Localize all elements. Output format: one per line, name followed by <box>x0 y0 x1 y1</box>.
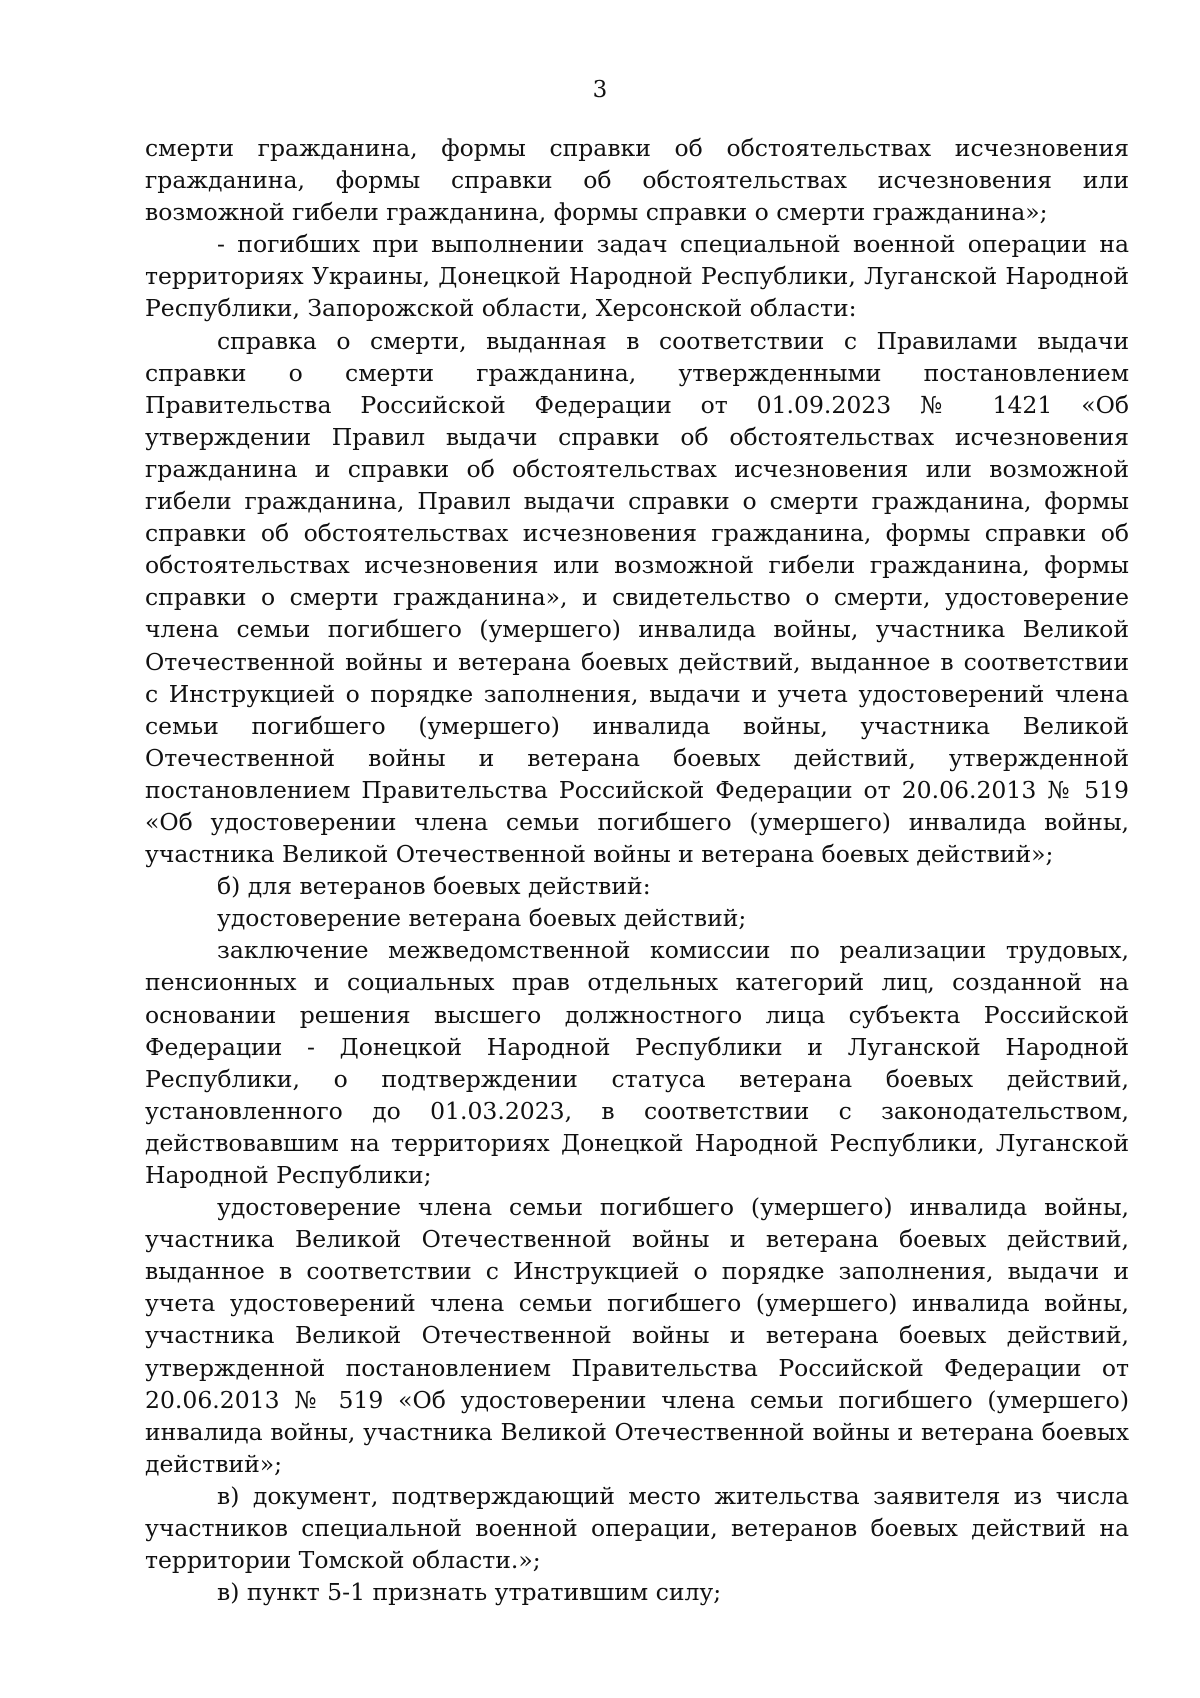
paragraph-veterans-heading: б) для ветеранов боевых действий: <box>217 872 651 901</box>
paragraph-svo-deceased: - погибших при выполнении задач специальной военной операции на территориях Украины, Донецкой Народной Республики, Луганской Народной Республики, Запорожской области, Херсонской области: <box>145 230 1129 323</box>
paragraph-veteran-certificate: удостоверение ветерана боевых действий; <box>217 904 747 933</box>
document-body <box>145 132 1129 1608</box>
paragraph-family-member-certificate: удостоверение члена семьи погибшего (умершего) инвалида войны, участника Великой Отечественной войны и ветерана боевых действий, выданное в соответствии с Инструкцией о порядке заполнения, выдачи и учета удостоверений члена семьи погибшего (умершего) инвалида войны, участника Великой Отечественной войны и ветерана боевых действий, утвержденной постановлением Правительства Российской Федерации от 20.06.2013 № 519 «Об удостоверении члена семьи погибшего (умершего) инвалида войны, участника Великой Отечественной войны и ветерана боевых действий»; <box>145 1193 1129 1478</box>
paragraph-residence-document: в) документ, подтверждающий место жительства заявителя из числа участников специальной военной операции, ветеранов боевых действий на территории Томской области.»; <box>145 1481 1129 1575</box>
paragraph-clause-repeal: в) пункт 5-1 признать утратившим силу; <box>217 1578 722 1607</box>
paragraph-commission-conclusion: заключение межведомственной комиссии по реализации трудовых, пенсионных и социальных прав отдельных категорий лиц, созданной на основании решения высшего должностного лица субъекта Российской Федерации - Донецкой Народной Республики и Луганской Народной Республики, о подтверждении статуса ветерана боевых действий, установленного до 01.03.2023, в соответствии с законодательством, действовавшим на территориях Донецкой Народной Республики, Луганской Народной Республики; <box>145 936 1129 1189</box>
paragraph-continuation: смерти гражданина, формы справки об обстоятельствах исчезновения гражданина, формы справки об обстоятельствах исчезновения или возможной гибели гражданина, формы справки о смерти гражданина»; <box>145 134 1129 227</box>
page-number: 3 <box>592 77 608 103</box>
paragraph-death-certificate: справка о смерти, выданная в соответствии с Правилами выдачи справки о смерти гражданина, утвержденными постановлением Правительства Российской Федерации от 01.09.2023 № 1421 «Об утверждении Правил выдачи справки об обстоятельствах исчезновения гражданина и справки об обстоятельствах исчезновения или возможной гибели гражданина, Правил выдачи справки о смерти гражданина, формы справки об обстоятельствах исчезновения гражданина, формы справки об обстоятельствах исчезновения или возможной гибели гражданина, формы справки о смерти гражданина», и свидетельство о смерти, удостоверение члена семьи погибшего (умершего) инвалида войны, участника Великой Отечественной войны и ветерана боевых действий, выданное в соответствии с Инструкцией о порядке заполнения, выдачи и учета удостоверений члена семьи погибшего (умершего) инвалида войны, участника Великой Отечественной войны и ветерана боевых действий, утвержденной постановлением Правительства Российской Федерации от 20.06.2013 № 519 «Об удостоверении члена семьи погибшего (умершего) инвалида войны, участника Великой Отечественной войны и ветерана боевых действий»; <box>145 326 1129 869</box>
